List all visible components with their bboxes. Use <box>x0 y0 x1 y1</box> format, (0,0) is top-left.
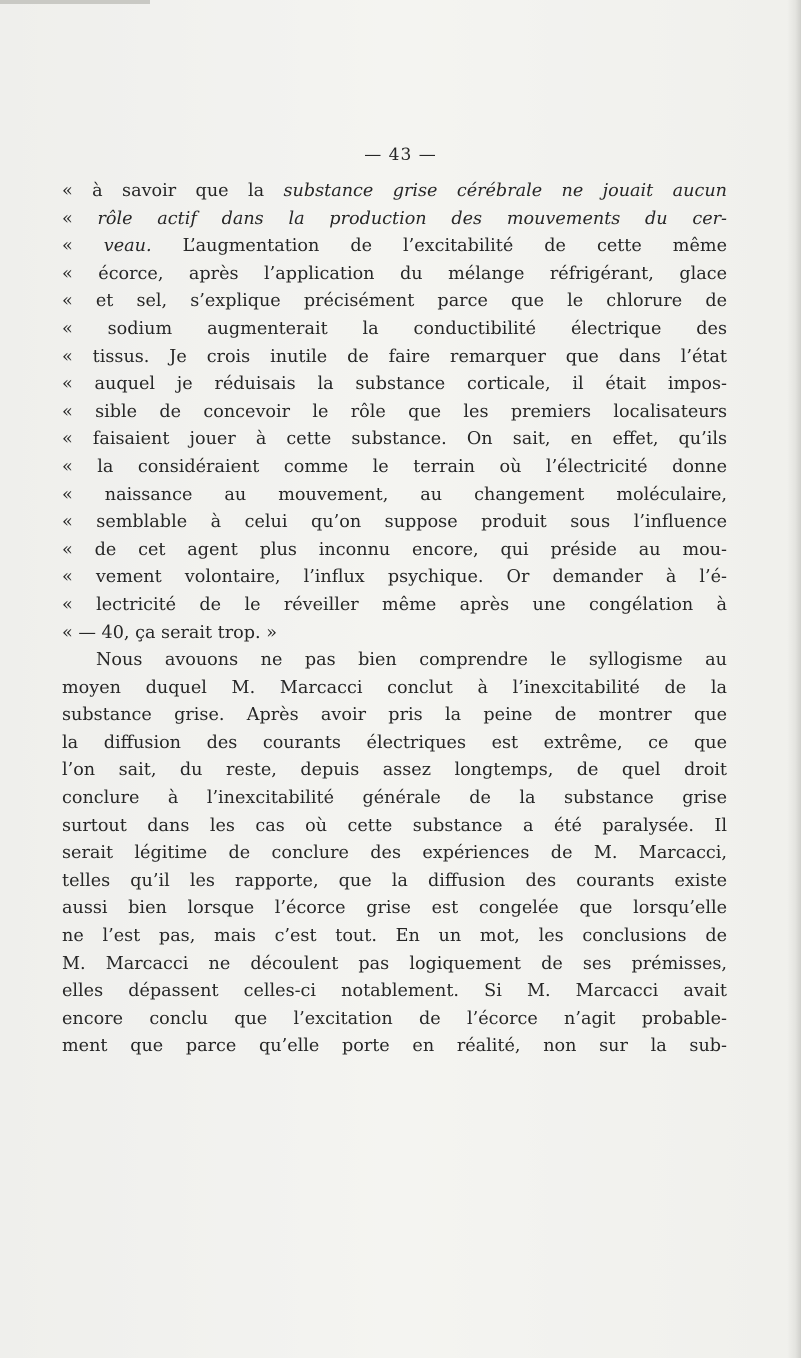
text-line <box>62 923 727 951</box>
body-text <box>62 178 727 1061</box>
text-line <box>62 399 727 427</box>
text-line-roman: ment que parce qu’elle porte en réalité, non sur la sub- <box>62 1036 727 1057</box>
text-line-roman: aussi bien lorsque l’écorce grise est congelée que lorsqu’elle <box>62 898 727 919</box>
text-line-roman: encore conclu que l’excitation de l’écorce n’agit probable- <box>62 1008 727 1029</box>
text-line <box>62 785 727 813</box>
page-number: — 43 — <box>364 145 437 165</box>
text-line <box>62 951 727 979</box>
text-line-roman: la diffusion des courants électriques est extrême, ce que <box>62 732 727 753</box>
text-line-roman: moyen duquel M. Marcacci conclut à l’inexcitabilité de la <box>62 677 727 698</box>
text-line <box>62 426 727 454</box>
text-line-italic: substance grise cérébrale ne jouait aucun <box>283 181 727 201</box>
text-line-roman: M. Marcacci ne découlent pas logiquement de ses prémisses, <box>62 953 727 974</box>
text-line-roman: l’on sait, du reste, depuis assez longtemps, de quel droit <box>62 760 727 781</box>
text-line <box>62 620 727 648</box>
text-line <box>62 895 727 923</box>
text-line <box>62 509 727 537</box>
text-line-roman: « sodium augmenterait la conductibilité électrique des <box>62 318 727 339</box>
text-line-roman: conclure à l’inexcitabilité générale de la substance grise <box>62 788 727 809</box>
text-line-roman: substance grise. Après avoir pris la peine de montrer que <box>62 705 727 726</box>
text-line-roman: « et sel, s’explique précisément parce que le chlorure de <box>62 291 727 312</box>
text-line-roman: « — 40, ça serait trop. » <box>62 622 277 643</box>
text-line-roman: « sible de concevoir le rôle que les premiers localisateurs <box>62 401 727 422</box>
text-line <box>62 454 727 482</box>
text-line-roman: Nous avouons ne pas bien comprendre le syllogisme au <box>96 650 727 671</box>
text-line-roman: « <box>62 208 98 229</box>
text-line <box>62 233 727 261</box>
text-line-roman: ne l’est pas, mais c’est tout. En un mot, les conclusions de <box>62 926 727 947</box>
text-line-roman: « naissance au mouvement, au changement moléculaire, <box>62 484 727 505</box>
text-line-italic: veau. <box>103 236 152 257</box>
text-line <box>62 813 727 841</box>
text-line-roman: surtout dans les cas où cette substance a été paralysée. Il <box>62 815 727 836</box>
page-top-edge-shadow <box>0 0 150 4</box>
text-line <box>62 371 727 399</box>
text-line <box>62 702 727 730</box>
text-line <box>62 868 727 896</box>
text-line-roman: telles qu’il les rapporte, que la diffusion des courants existe <box>62 870 727 891</box>
text-line-roman: elles dépassent celles-ci notablement. Si M. Marcacci avait <box>62 981 727 1002</box>
text-line-roman: « semblable à celui qu’on suppose produit sous l’influence <box>62 512 727 533</box>
text-line-roman: « la considéraient comme le terrain où l’électricité donne <box>62 456 727 477</box>
text-line-roman: « à savoir que la <box>62 181 284 201</box>
text-line <box>62 288 727 316</box>
text-line-roman: « <box>62 236 104 257</box>
text-line <box>62 482 727 510</box>
text-line-roman: « de cet agent plus inconnu encore, qui préside au mou- <box>62 539 727 560</box>
text-line <box>62 647 727 675</box>
text-line <box>62 1033 727 1061</box>
text-line <box>62 757 727 785</box>
text-line <box>62 564 727 592</box>
text-line <box>62 261 727 289</box>
text-line-roman: serait légitime de conclure des expériences de M. Marcacci, <box>62 843 727 864</box>
text-line <box>62 537 727 565</box>
text-line <box>62 344 727 372</box>
text-line-roman: « vement volontaire, l’influx psychique. Or demander à l’é- <box>62 567 727 588</box>
text-line <box>62 206 727 234</box>
text-line-roman: « lectricité de le réveiller même après une congélation à <box>62 594 727 615</box>
page-right-edge-shadow <box>787 0 801 1358</box>
text-line-italic: rôle actif dans la production des mouvements du cer- <box>97 208 728 229</box>
text-line <box>62 840 727 868</box>
text-line <box>62 592 727 620</box>
text-line <box>62 1006 727 1034</box>
text-line <box>62 675 727 703</box>
text-line-roman: « tissus. Je crois inutile de faire remarquer que dans l’état <box>62 346 727 367</box>
text-line-roman: « écorce, après l’application du mélange réfrigérant, glace <box>62 263 727 284</box>
text-line <box>62 178 727 206</box>
text-line <box>62 730 727 758</box>
text-line-roman: « auquel je réduisais la substance corticale, il était impos- <box>62 374 727 395</box>
text-line <box>62 978 727 1006</box>
text-line-roman-tail: L’augmentation de l’excitabilité de cette même <box>151 236 727 257</box>
text-line <box>62 316 727 344</box>
text-line-roman: « faisaient jouer à cette substance. On sait, en effet, qu’ils <box>62 429 727 450</box>
